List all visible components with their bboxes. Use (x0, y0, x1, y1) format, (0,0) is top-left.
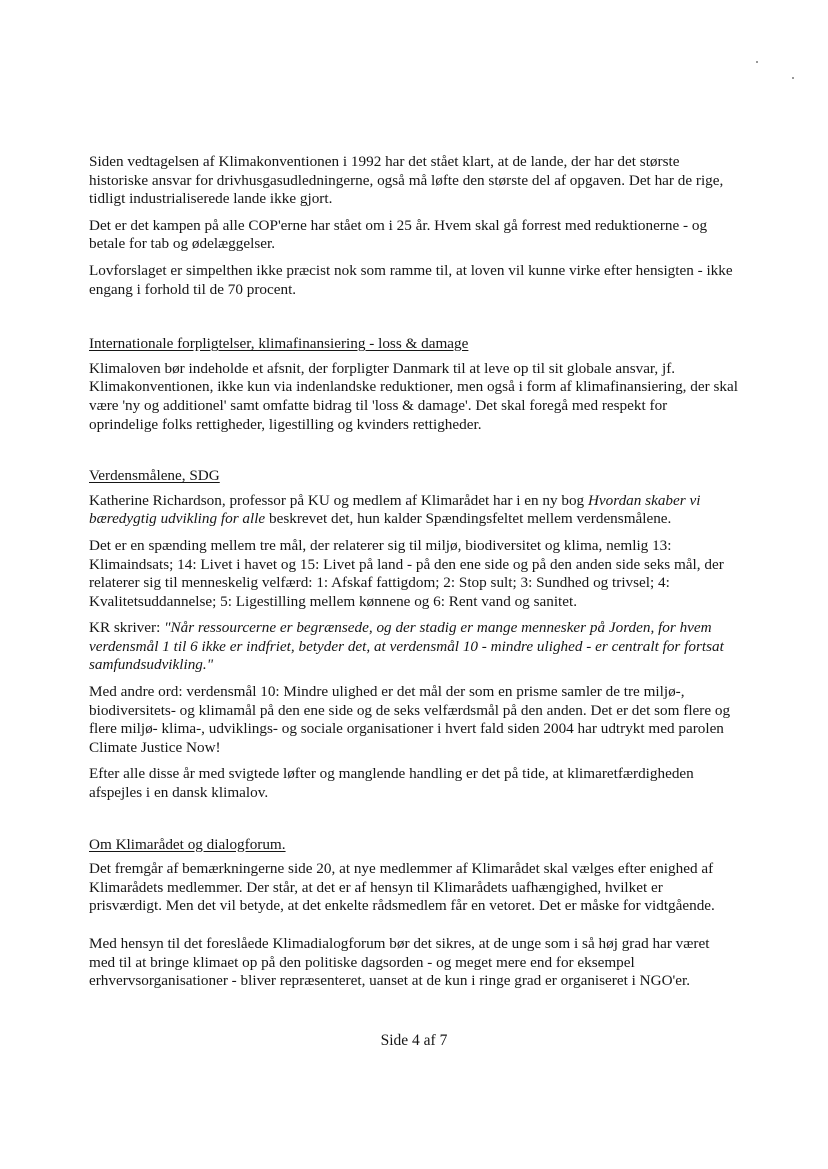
scan-speck (756, 61, 758, 63)
international-paragraph: Klimaloven bør indeholde et afsnit, der forpligter Danmark til at leve op til sit globale ansvar, jf. Klimakonventionen, ikke kun via indenlandske reduktioner, men også i form af klimafinansiering, der skal være 'ny og additionel' samt omfatte bidrag til 'loss & damage'. Det skal foregå med respekt for oprindelige folks rettigheder, ligestilling og kvinders rettigheder. (89, 359, 738, 433)
scan-speck (792, 77, 794, 79)
sdg-paragraph-conclusion: Efter alle disse år med svigtede løfter og manglende handling er det på tide, at klimaretfærdigheden afspejles i en dansk klimalov. (89, 765, 694, 802)
section-heading-international: Internationale forpligtelser, klimafinansiering - loss & damage (89, 335, 469, 353)
quote-intro: KR skriver: (89, 619, 165, 637)
sdg-paragraph-book (89, 492, 739, 529)
page-number: Side 4 af 7 (380, 1032, 448, 1049)
intro-paragraph: Siden vedtagelsen af Klimakonventionen i 1992 har det stået klart, at de lande, der har det største historiske ansvar for drivhusgasudledningerne, også må løfte den største del af opgaven. Det har de rige, tidligt industrialiserede lande ikke gjort. (89, 153, 724, 208)
intro-paragraph: Lovforslaget er simpelthen ikke præcist nok som ramme til, at loven vil kunne virke efter hensigten - ikke engang i forhold til de 70 procent. (89, 261, 733, 298)
intro-paragraph: Det er det kampen på alle COP'erne har stået om i 25 år. Hvem skal gå forrest med reduktionerne - og betale for tab og ødelæggelser. (89, 216, 708, 253)
sdg-paragraph-quote (89, 619, 739, 675)
section-heading-klimaraad: Om Klimarådet og dialogforum. (89, 835, 286, 853)
document-page (89, 153, 739, 991)
klimaraad-paragraph: Det fremgår af bemærkningerne side 20, at nye medlemmer af Klimarådet skal vælges efter enighed af Klimarådets medlemmer. Der står, at det er af hensyn til Klimarådets uafhængighed, hvilket er prisværdigt. Men det vil betyde, at det enkelte rådsmedlem får en vetoret. Det er måske for vidtgående. (89, 860, 715, 915)
klimaraad-paragraph: Med hensyn til det foreslåede Klimadialogforum bør det sikres, at de unge som i så høj grad har været med til at bringe klimaet op på den politiske dagsorden - og meget mere end for eksempel erhvervsorganisationer - bliver repræsenteret, uanset at de kun i ringe grad er organiseret i NGO'er. (89, 935, 710, 990)
sdg-text: beskrevet det, hun kalder Spændingsfeltet mellem verdensmålene. (265, 510, 672, 528)
sdg-paragraph-goals: Det er en spænding mellem tre mål, der relaterer sig til miljø, biodiversitet og klima, nemlig 13: Klimaindsats; 14: Livet i havet og 15: Livet på land - på den ene side og på den anden side seks mål, der relaterer sig til menneskelig velfærd: 1: Afskaf fattigdom; 2: Stop sult; 3: Sundhed og trivsel; 4: Kvalitetsuddannelse; 5: Ligestilling mellem kønnene og 6: Rent vand og sanitet. (89, 536, 724, 610)
quote-text: "Når ressourcerne er begrænsede, og der stadig er mange mennesker på Jorden, for hvem verdensmål 1 til 6 ikke er indfriet, betyder det, at verdensmål 10 - mindre ulighed - er centralt for fortsat samfundsudvikling." (89, 619, 724, 674)
sdg-paragraph-prism: Med andre ord: verdensmål 10: Mindre ulighed er det mål der som en prisme samler de tre miljø-, biodiversitets- og klimamål på den ene side og de seks velfærdsmål på den anden. Det er det som flere og flere miljø- klima-, udviklings- og sociale organisationer i hvert fald siden 2004 har udtrykt med parolen Climate Justice Now! (89, 683, 731, 756)
section-heading-sdg: Verdensmålene, SDG (89, 467, 220, 485)
sdg-text: Katherine Richardson, professor på KU og medlem af Klimarådet har i en ny bog (89, 491, 588, 509)
book-title: Hvordan skaber vi bæredygtig udvikling for alle (89, 491, 701, 528)
